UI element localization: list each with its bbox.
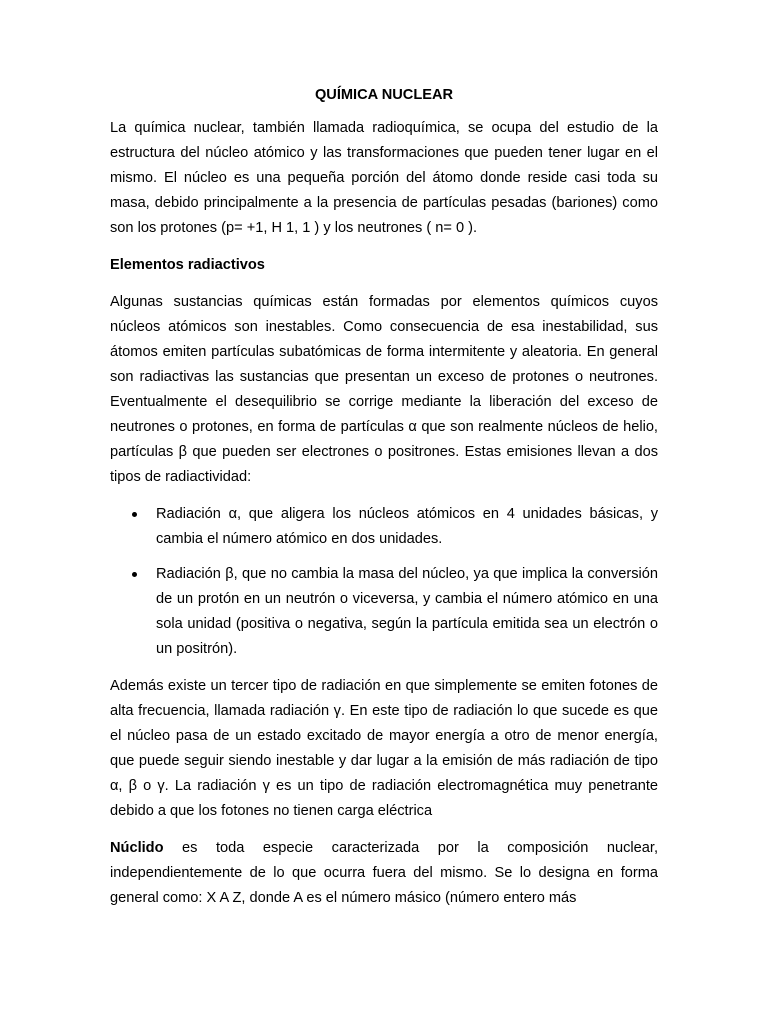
- nuclide-paragraph: [110, 836, 658, 911]
- section-heading: Elementos radiactivos: [110, 257, 265, 273]
- document-title: QUÍMICA NUCLEAR: [314, 87, 454, 103]
- list-item-text: Radiación α, que aligera los núcleos atómicos en 4 unidades básicas, y cambia el número atómico en dos unidades.: [156, 506, 658, 547]
- list-item: [110, 502, 658, 552]
- nuclide-term: Núclido: [110, 840, 164, 856]
- nuclide-definition: es toda especie caracterizada por la composición nuclear, independientemente de lo que ocurra fuera del mismo. Se lo designa en forma general como: X A Z, donde A es el número másico (número entero más: [110, 840, 658, 906]
- document-page: [110, 84, 658, 923]
- bullet-icon: [132, 512, 137, 517]
- list-item: [110, 562, 658, 662]
- radiation-types-list: [110, 502, 658, 662]
- gamma-radiation-paragraph: Además existe un tercer tipo de radiación en que simplemente se emiten fotones de alta frecuencia, llamada radiación γ. En este tipo de radiación lo que sucede es que el núcleo pasa de un estado excitado de mayor energía a otro de menor energía, que puede seguir siendo inestable y dar lugar a la emisión de más radiación de tipo α, β o γ. La radiación γ es un tipo de radiación electromagnética muy penetrante debido a que los fotones no tienen carga eléctrica: [110, 678, 658, 819]
- intro-paragraph: La química nuclear, también llamada radioquímica, se ocupa del estudio de la estructura del núcleo atómico y las transformaciones que pueden tener lugar en el mismo. El núcleo es una pequeña porción del átomo donde reside casi toda su masa, debido principalmente a la presencia de partículas pesadas (bariones) como son los protones (p= +1, H 1, 1 ) y los neutrones ( n= 0 ).: [110, 120, 658, 236]
- radioactive-elements-paragraph: Algunas sustancias químicas están formadas por elementos químicos cuyos núcleos atómicos son inestables. Como consecuencia de esa inestabilidad, sus átomos emiten partículas subatómicas de forma intermitente y aleatoria. En general son radiactivas las sustancias que presentan un exceso de protones o neutrones. Eventualmente el desequilibrio se corrige mediante la liberación del exceso de neutrones o protones, en forma de partículas α que son realmente núcleos de helio, partículas β que pueden ser electrones o positrones. Estas emisiones llevan a dos tipos de radiactividad:: [110, 294, 658, 485]
- list-item-text: Radiación β, que no cambia la masa del núcleo, ya que implica la conversión de un protón en un neutrón o viceversa, y cambia el número atómico en una sola unidad (positiva o negativa, según la partícula emitida sea un electrón o un positrón).: [156, 566, 658, 657]
- bullet-icon: [132, 572, 137, 577]
